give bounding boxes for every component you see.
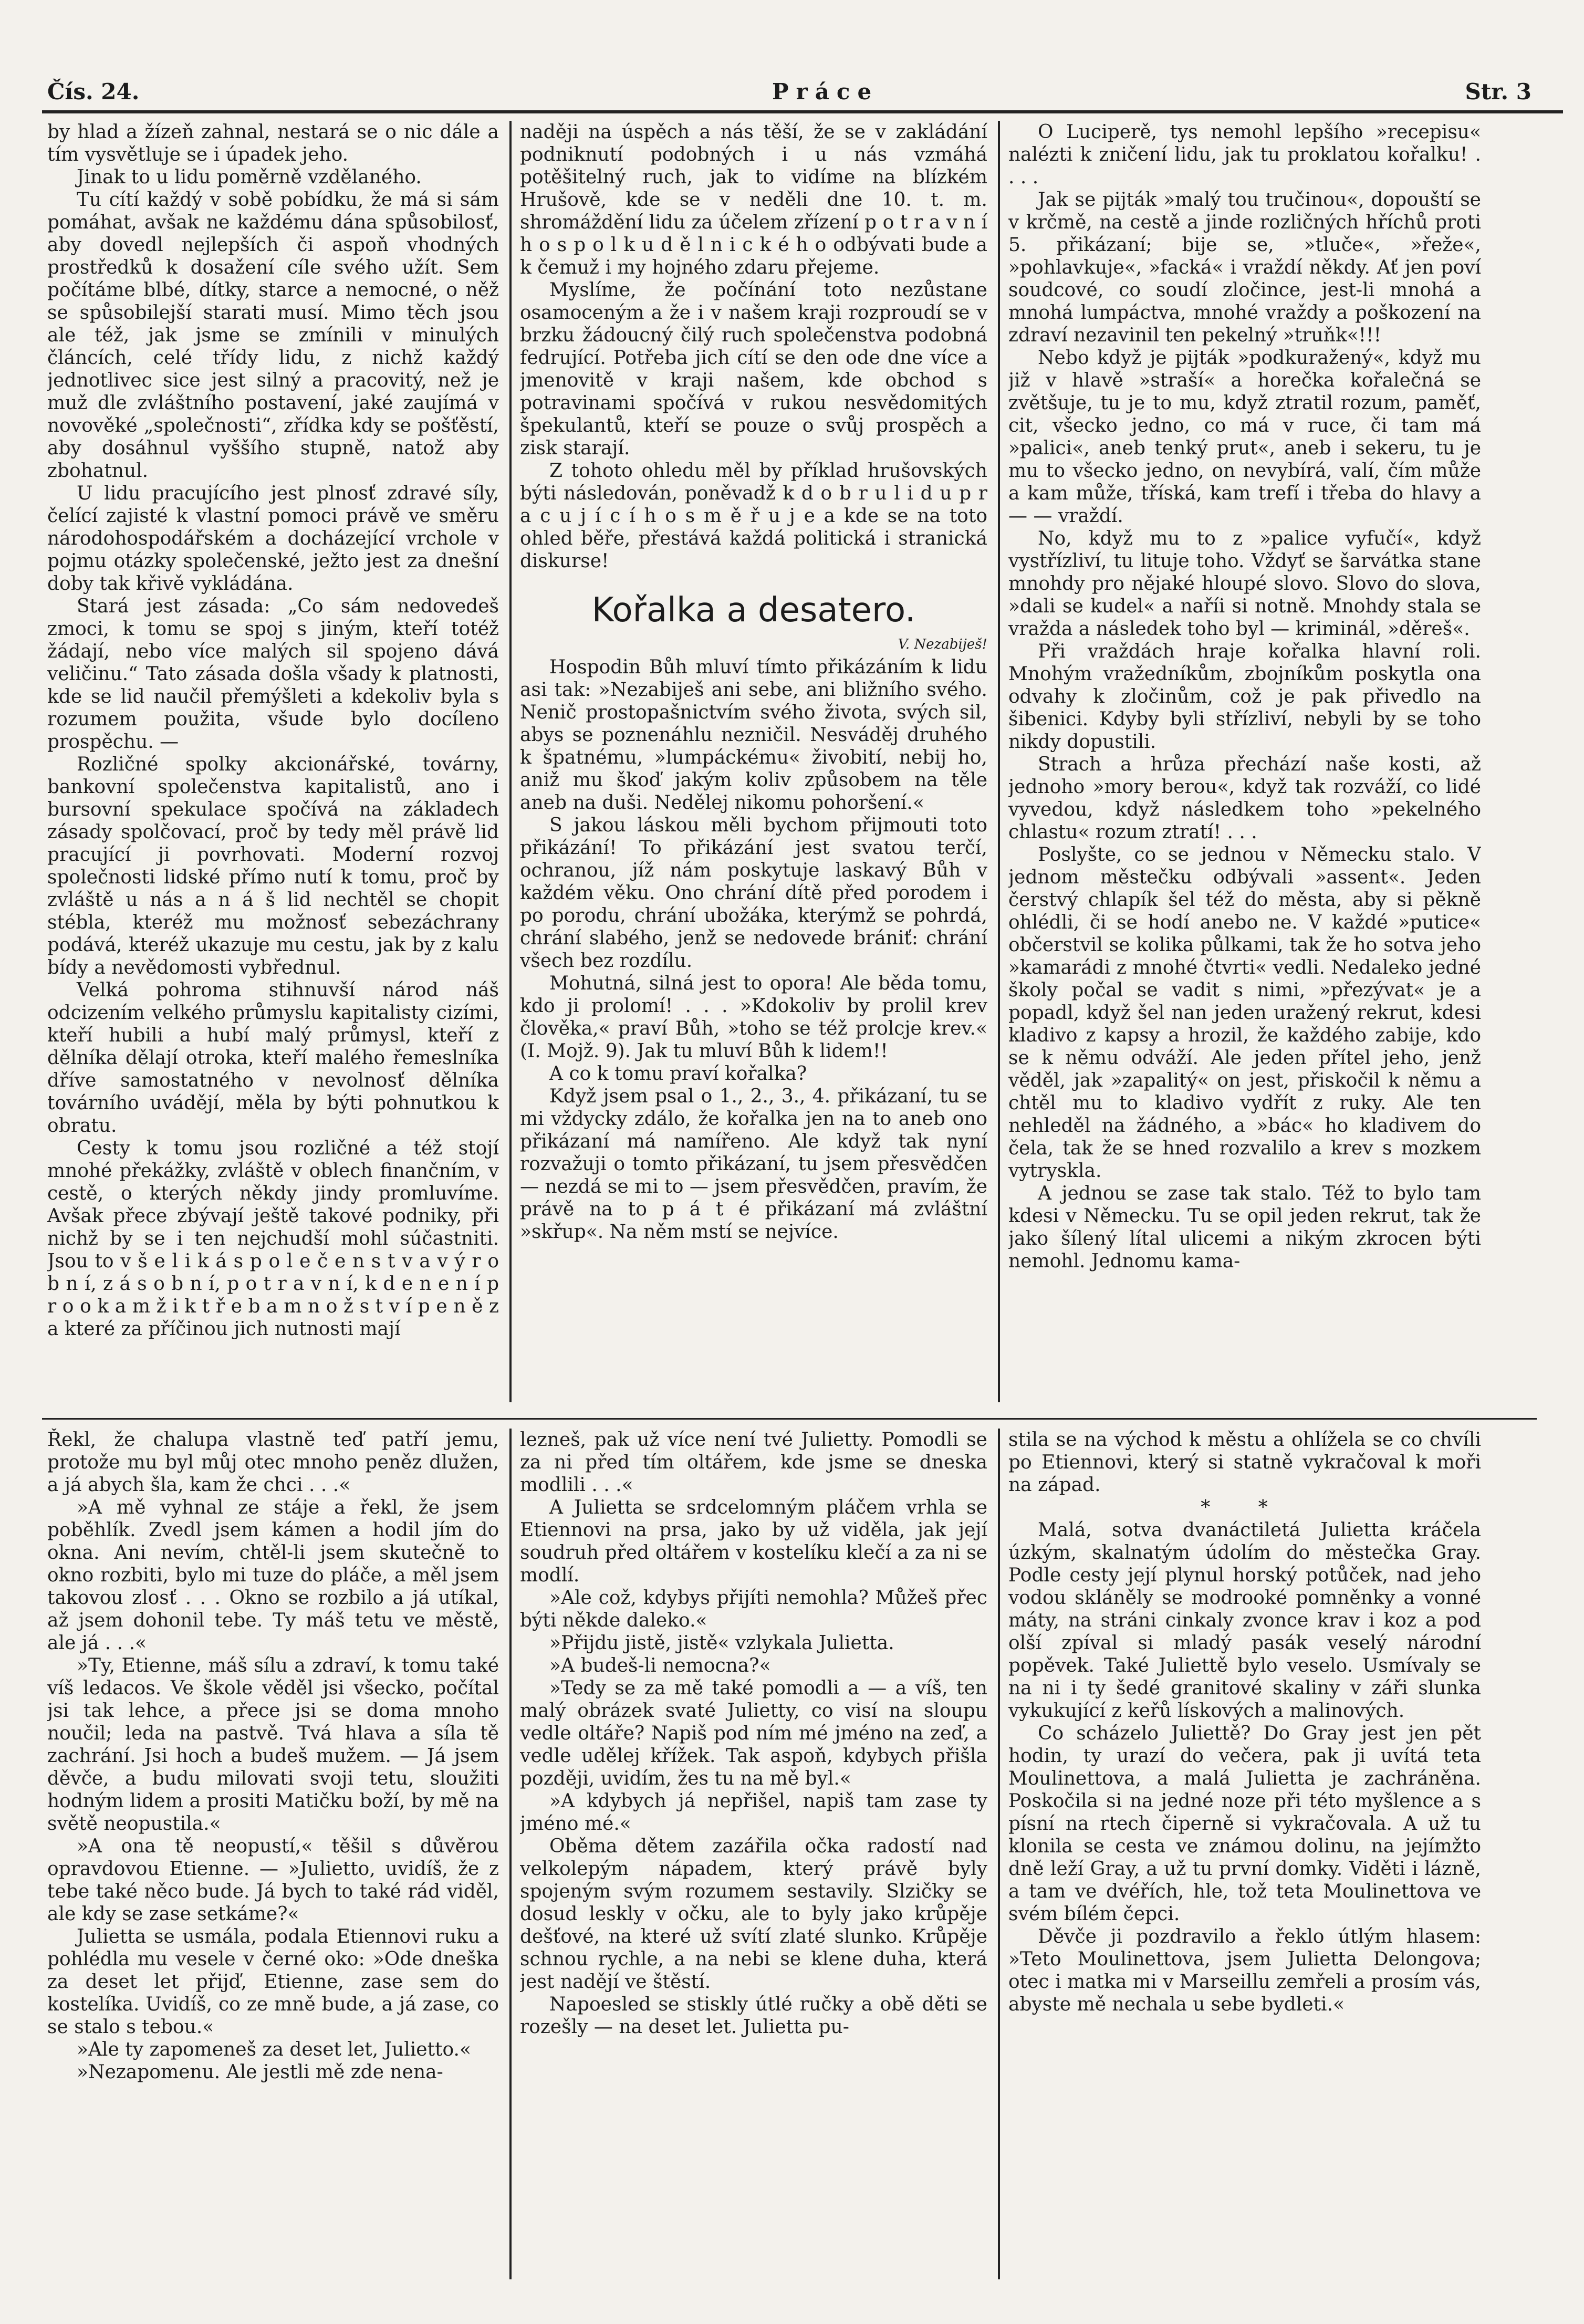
masthead-title: Práce [772,79,879,105]
paragraph: Řekl, že chalupa vlastně teď patří jemu, protože mu byl můj otec mnoho peněz dlužen, a já abych šla, kam že chci . . .« [47,1429,499,1496]
top-column-1 [47,121,499,1402]
paragraph: A jednou se zase tak stalo. Též to bylo tam kdesi v Německu. Tu se opil jeden rekrut, tak že jako šílený lítal ulicemi a nikým zkrocen býti nemohl. Jednomu kama- [1008,1183,1481,1272]
paragraph: Nebo když je pijták »podkuražený«, když mu již v hlavě »straší« a horečka kořalečná se zvětšuje, tu je to mu, když ztratil rozum, paměť, cit, všecko jedno, co má v ruce, či tam má »palici«, aneb tenký prut«, aneb i sekeru, tu je mu to všecko jedno, on nevybírá, valí, čím může a kam může, tříská, kam trefí i třeba do hlavy a — — vraždí. [1008,347,1481,527]
paragraph: Mohutná, silná jest to opora! Ale běda tomu, kdo ji prolomí! . . . »Kdokoliv by prolil krev člověka,« praví Bůh, »toho se též prolcje krev.« (I. Mojž. 9). Jak tu mluví Bůh k lidem!! [520,973,987,1062]
paragraph: Jinak to u lidu poměrně vzdělaného. [77,166,422,188]
paragraph: Z tohoto ohledu měl by příklad hrušovských býti následován, poněvadž k d o b r u l i d u p r a c u j í c í h o s m ě ř u j e a kde se na toto ohled běře, přestává každá politická i stranická diskurse! [520,460,987,572]
article-byline: V. Nezabiješ! [898,637,987,652]
paragraph: »A ona tě neopustí,« těšil s důvěrou opravdovou Etienne. — »Julietto, uvidíš, že z tebe také něco bude. Já bych to také rád viděl, ale kdy se zase setkáme?« [47,1836,499,1925]
paragraph: A Julietta se srdcelomným pláčem vrhla se Etiennovi na prsa, jako by už viděla, jak její soudruh před oltářem v kostelíku klečí a za ni se modlí. [520,1497,987,1586]
paragraph: Při vraždách hraje kořalka hlavní roli. Mnohým vražedníkům, zbojníkům poskytla ona odvahy k zločinům, což je pak přivedlo na šibenici. Kdyby byli střízliví, nebyli by se toho nikdy dopustili. [1008,641,1481,753]
page-header [47,74,1552,110]
paragraph: Tu cítí každý v sobě pobídku, že má si sám pomáhat, avšak ne každému dána spůsobilosť, aby dovedl nejlepších či aspoň vhodných prostředků k dosažení cíle svého užít. Sem počítáme blbé, dítky, starce a nemocné, o něž se spůsobilejší starati musí. Mimo těch jsou ale též, jak jsme se zmínili v minulých článcích, celé třídy lidu, z nichž každý jednotlivec sice jest silný a pracovitý, než je muž dle zvláštního postavení, jaké zaujímá v novověké „společnosti“, zřídka kdy se pošťěstí, aby dosáhnul vyššího stupně, natož aby zbohatnul. [47,189,499,482]
paragraph: »Tedy se za mě také pomodli a — a víš, ten malý obrázek svaté Julietty, co visí na sloupu vedle oltáře? Napiš pod ním mé jméno na zeď, a vedle udělej křížek. Tak aspoň, kdybych přišla později, uvidím, žes tu na mě byl.« [520,1677,987,1789]
paragraph: Rozličné spolky akcionářské, továrny, bankovní společenstva kapitalistů, ano i bursovní spekulace spočívá na základech zásady spolčovací, proč by tedy měl právě lid pracující ji povrhovati. Moderní rozvoj společnosti lidské přímo nutí k tomu, proč by zvláště u nás a n á š lid nechtěl se chopit stébla, kteréž mu možnosť sebezáchrany podává, kteréž ukazuje mu cestu, jak by z kalu bídy a nevědomosti vybřednul. [47,754,499,978]
bottom-column-1 [47,1429,499,2290]
section-rule [42,1418,1537,1420]
paragraph: lezneš, pak už více není tvé Julietty. Pomodli se za ni před tím oltářem, kde jsme se dneska modlili . . .« [520,1429,987,1496]
paragraph: Julietta se usmála, podala Etiennovi ruku a pohlédla mu vesele v černé oko: »Ode dneška za deset let přijď, Etienne, zase sem do kostelíka. Uvidíš, co ze mně bude, a já zase, co se stalo s tebou.« [47,1926,499,2038]
header-rule [42,110,1563,113]
paragraph: S jakou láskou měli bychom přijmouti toto přikázání! To přikázání jest svatou terčí, ochranou, jíž nám poskytuje laskavý Bůh v každém věku. Ono chrání dítě před porodem i po porodu, chrání ubožáka, kterýmž se pohrdá, chrání slabého, jenž se nedovede brániť: chrání všech bez rozdílu. [520,815,987,972]
paragraph: Strach a hrůza přechází naše kosti, až jednoho »mory berou«, když tak rozváží, co lidé vyvedou, když následkem toho »pekelného chlastu« rozum ztratí! . . . [1008,754,1481,843]
paragraph: Děvče ji pozdravilo a řeklo útlým hlasem: »Teto Moulinettova, jsem Julietta Delongova; otec i matka mi v Marseillu zemřeli a prosím vás, abyste mě nechala u sebe bydleti.« [1008,1926,1481,2015]
paragraph: Hospodin Bůh mluví tímto přikázáním k lidu asi tak: »Nezabiješ ani sebe, ani bližního svého. Nenič prostopašnictvím svého života, svých sil, abys se poznenáhlu nezničil. Nesváděj druhého k špatnému, »lumpáckému« živobití, nebij ho, aniž mu škoď jakým koliv způsobem na těle aneb na duši. Nedělej nikomu pohoršení.« [520,656,987,814]
paragraph: U lidu pracujícího jest plnosť zdravé síly, čelící zajisté k vlastní pomoci právě ve směru národohospodářském a docházející vrchole v pojmu otázky společenské, ježto jest za dnešní doby tak křivě vykládána. [47,483,499,595]
paragraph: No, když mu to z »palice vyfučí«, když vystřízliví, tu lituje toho. Vždyť se šarvátka stane mnohdy pro nějaké hloupé slovo. Slovo do slova, »dali se kudel« a naříi si notně. Mnohdy stala se vražda a následek toho byl — kriminál, »děreš«. [1008,528,1481,640]
paragraph: Cesty k tomu jsou rozličné a též stojí mnohé překážky, zvláště v oblech finančním, v cestě, o kterých někdy jindy promluvíme. Avšak přece zbývají ještě takové podniky, při nichž by se i ten nejchudší mohl súčastniti. Jsou to v š e l i k á s p o l e č e n s t v a v ý r o b n í, z á s o b n í, p o t r a v n í, k d e n e n í p r o o k a m ž i k t ř e b a m n o ž s t v í p e n ě z a které za příčinou jich nutnosti mají [47,1138,499,1340]
paragraph: »Ty, Etienne, máš sílu a zdraví, k tomu také víš ledacos. Ve škole věděl jsi všecko, počítal jsi tak lehce, a přece jsi se doma mnoho nоučil; leda na pastvě. Tvá hlava a síla tě zachrání. Jsi hoch a budeš mužem. — Já jsem děvče, a budu milovati svoji tetu, sloužiti hodným lidem a prositi Matičku boží, by mě na světě neopustila.« [47,1655,499,1835]
paragraph: »A kdybych já nepřišel, napiš tam zase ty jméno mé.« [520,1790,987,1835]
article-title: Kořalka a desatero. [591,591,916,630]
bottom-column-3 [1008,1429,1481,2290]
paragraph: by hlad a žízeň zahnal, nestará se o nic dále a tím vysvětluje se i úpadek jeho. [47,121,499,165]
bottom-column-2 [520,1429,987,2290]
paragraph: Myslíme, že počínání toto nezůstane osamoceným a že i v našem kraji rozproudí se v brzku žádoucný čilý ruch společenstva podobná fedrující. Potřeba jich cítí se den ode dne více a jmenovitě v kraji našem, kde obchod s potravinami spočívá v rukou nesvědomitých špekulantů, kteří se pouze o svůj prospěch a zisk starají. [520,279,987,459]
paragraph: »Přijdu jistě, jistě« vzlykala Julietta. [549,1632,894,1654]
paragraph: Velká pohroma stihnuvší národ náš odcizením velkého průmyslu kapitalisty cizími, kteří hubili a hubí malý průmysl, kteří z dělníka dělají otroka, kteří malého řemeslníka dříve samostatného v nevolnosť dělníka továrního uvádějí, měla by býti pohnutkou k obratu. [47,979,499,1137]
paragraph: »A mě vyhnal ze stáje a řekl, že jsem poběhlík. Zvedl jsem kámen a hodil jím do okna. Ani nevím, chtěl-li jsem skutečně to okno rozbiti, bylo mi tuze do pláče, a měl jsem takovou zlosť . . . Okno se rozbilo a já utíkal, až jsem dohonil tebe. Ty máš tetu ve městě, ale já . . .« [47,1497,499,1654]
paragraph: »Ale ty zapomeneš za deset let, Julietto.« [77,2039,472,2060]
paragraph: »A budeš-li nemocna?« [549,1655,771,1676]
paragraph: naději na úspěch a nás těší, že se v zakládání podniknutí podobných i u nás vzmáhá potěšitelný ruch, jak to vidíme na blízkém Hrušově, kde se v neděli dne 10. t. m. shromáždění lidu za účelem zřízení p o t r a v n í h o s p o l k u d ě l n i c k é h o odbývati bude a k čemuž i my hojného zdaru přejeme. [520,121,987,278]
paragraph: stila se na východ k městu a ohlížela se co chvíli po Etiennovi, který si statně vykračoval k moři na západ. [1008,1429,1481,1496]
paragraph: Poslyšte, co se jednou v Německu stalo. V jednom městečku odbývali »assent«. Jeden čerstvý chlapík šel též do města, aby si pěkně ohlédli, či se hodí anebo ne. V každé »putice« občerstvil se kolika půlkami, tak že ho sotva jeho »kamarádi z mnohé čtvrti« vedli. Nedaleko jedné školy počal se vadit s nimi, »přezývat« je a popadl, když šel nan jeden uražený rekrut, kdesi kladivo z kapsy a hrozil, že každého zabije, kdo se k němu odváží. Ale jeden přítel jeho, jenž věděl, jak »zapalitý« on jest, přiskočil k němu a chtěl mu to kladivo vydřít z ruky. Ale ten nehleděl na žádného, a »bác« ho kladivem do čela, tak že se hned rozvalilo a krev s mozkem vytryskla. [1008,844,1481,1182]
top-column-3 [1008,121,1481,1402]
paragraph: O Luciperě, tys nemohl lepšího »recepisu« nalézti k zničení lidu, jak tu proklatou kořalku! . . . . [1008,121,1481,188]
column-divider [998,1429,1000,2279]
paragraph: »Nezapomenu. Ale jestli mě zde nena- [77,2061,443,2083]
paragraph: Oběma dětem zazářila očka radostí nad velkolepým nápadem, který právě byly spojeným svým rozumem sestavily. Slzičky se dosud leskly v očku, ale to byly jako krůpěje dešťové, na které už svítí zlaté slunko. Krůpěje schnou rychle, a na nebi se klene duha, která jest nadějí ve štěstí. [520,1836,987,1993]
page-number: Str. 3 [1465,79,1531,105]
paragraph: »Ale což, kdybys přijíti nemohla? Můžeš přec býti někde daleko.« [520,1587,987,1631]
paragraph: Co scházelo Juliettě? Do Gray jest jen pět hodin, ty urazí do večera, pak ji uvítá teta Moulinettova, a malá Julietta je zachráněna. Poskočila si na jedné noze při této myšlence a s písní na rtech čiperně si vykračovala. A už tu klonila se cesta ve známou dolinu, na jejímžto dně leží Gray, a už tu první domky. Viděti i lázně, a tam ve dvéřích, hle, tož teta Moulinettova ve svém bílém čepci. [1008,1723,1481,1925]
top-column-2 [520,121,987,1402]
paragraph: Stará jest zásada: „Co sám nedovedeš zmoci, k tomu se spoj s jiným, kteří totéž žádají, nebo více malých sil spojeno dává veličinu.“ Tato zásada došla všady k platnosti, kde se lid naučil přemýšleti a kdekoliv byla s rozumem použita, všude bylo docíleno prospěchu. — [47,596,499,753]
paragraph: A co k tomu praví kořalka? [549,1063,807,1085]
column-divider [509,1429,512,2279]
column-divider [998,121,1000,1402]
paragraph: Napoesled se stiskly útlé ručky a obě děti se rozešly — na deset let. Julietta pu- [520,1994,987,2038]
section-break-stars: * * [1201,1497,1289,1518]
paragraph: Když jsem psal o 1., 2., 3., 4. přikázaní, tu se mi vždycky zdálo, že kořalka jen na to aneb ono přikázaní má namířeno. Ale když tak nyní rozvažuji o tomto přikázaní, tu jsem přesvědčen — nezdá se mi to — jsem přesvědčen, pravím, že právě na to p á t é přikázaní má zvláštní »skřup«. Na něm mstí se nejvíce. [520,1086,987,1243]
paragraph: Malá, sotva dvanáctiletá Julietta kráčela úzkým, skalnatým údolím do městečka Gray. Podle cesty její plynul horský potůček, nad jeho vodou skláněly se modrooké pomněnky a vonné máty, na stráni cinkaly zvonce krav i koz a pod olší zpíval si mladý pasák veselý národní popěvek. Také Juliettě bylo veselo. Usmívaly se na ni i ty šedé granitové skaliny v záři slunka vykukující z keřů lískových a malinových. [1008,1519,1481,1722]
column-divider [509,121,512,1402]
paragraph: Jak se pijták »malý tou tručinou«, dopouští se v krčmě, na cestě a jinde rozličných hříchů proti 5. přikázaní; bije se, »tluče«, »řeže«, »pohlavkuje«, »facká« i vraždí někdy. Ať jen poví soudcové, co soudí zločince, jest-li mnohá a mnohá lumpáctva, mnohé vraždy a poškození na zdraví nezavinil ten pekelný »truňk«!!! [1008,189,1481,346]
issue-number: Čís. 24. [47,79,140,105]
